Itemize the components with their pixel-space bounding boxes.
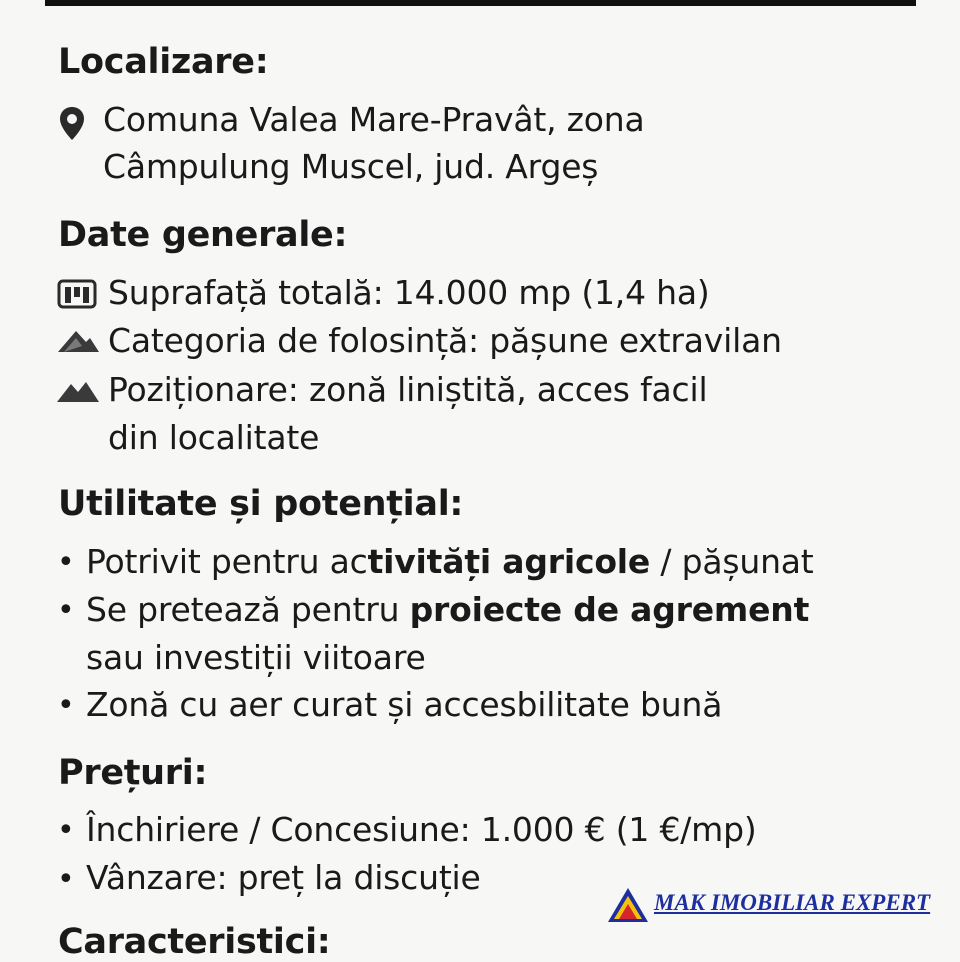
land-plot-icon: [57, 279, 97, 309]
location-pin-icon: [58, 106, 86, 142]
bullet-marker: •: [57, 593, 75, 628]
utilitate-heading: Utilitate și potențial:: [58, 484, 464, 524]
bullet-marker: •: [57, 862, 75, 897]
mountains-icon: [56, 378, 100, 404]
utilitate-item-2-line-2: sau investiții viitoare: [86, 638, 426, 677]
localizare-heading: Localizare:: [58, 42, 269, 82]
utilitate-item-1: Potrivit pentru activități agricole / pășunat: [86, 542, 814, 581]
date-generale-heading: Date generale:: [58, 215, 348, 255]
preturi-heading: Prețuri:: [58, 753, 208, 793]
pozitionare-line-1: Poziționare: zonă liniștită, acces facil: [108, 370, 708, 409]
bullet-marker: •: [57, 813, 75, 848]
company-logo: [604, 884, 952, 926]
logo-text: MAK IMOBILIAR EXPERT: [654, 890, 931, 915]
bullet-marker: •: [57, 688, 75, 723]
bullet-marker: •: [57, 545, 75, 580]
pozitionare-line-2: din localitate: [108, 418, 320, 457]
localizare-line-2: Câmpulung Muscel, jud. Argeș: [103, 147, 599, 186]
preturi-item-2: Vânzare: preț la discuție: [86, 858, 481, 897]
suprafata-line: Suprafață totală: 14.000 mp (1,4 ha): [108, 273, 710, 312]
localizare-line-1: Comuna Valea Mare-Pravât, zona: [103, 100, 645, 139]
top-divider: [45, 0, 916, 6]
preturi-item-1: Închiriere / Concesiune: 1.000 € (1 €/mp): [86, 810, 757, 849]
caracteristici-heading: Caracteristici:: [58, 922, 331, 962]
terrain-icon: [56, 328, 100, 354]
utilitate-item-2: Se pretează pentru proiecte de agrement: [86, 590, 810, 629]
categoria-line: Categoria de folosință: pășune extravilan: [108, 321, 782, 360]
utilitate-item-3: Zonă cu aer curat și accesbilitate bună: [86, 685, 723, 724]
logo-triangle-icon: [606, 886, 650, 924]
